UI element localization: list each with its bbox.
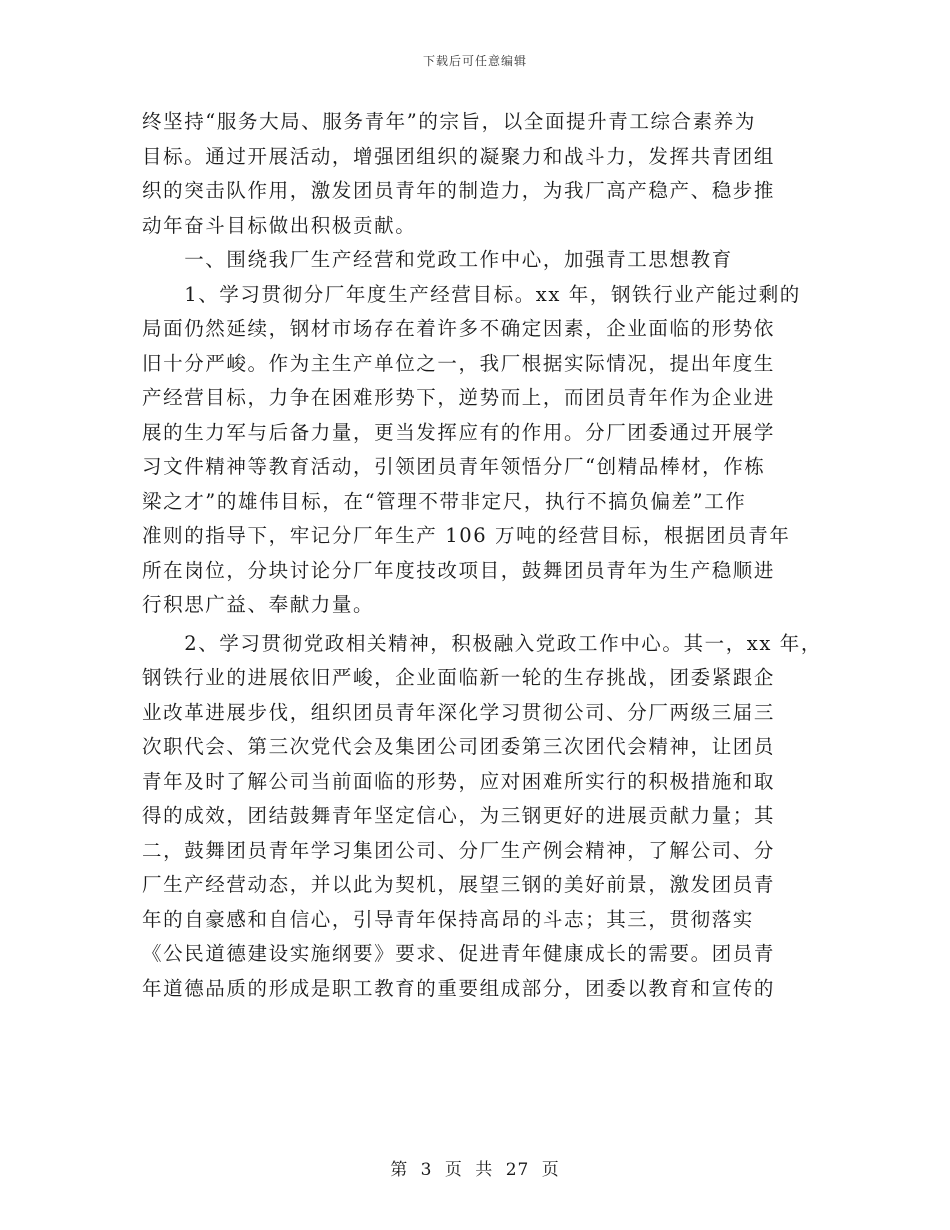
text-line: 青年及时了解公司当前面临的形势，应对困难所实行的积极措施和取 bbox=[142, 769, 776, 793]
page-number: 第 3 页 共 27 页 bbox=[390, 1160, 560, 1180]
text-line: 梁之才”的雄伟目标，在“管理不带非定尺，执行不搞负偏差”工作 bbox=[142, 489, 747, 513]
text-line: 目标。通过开展活动，增强团组织的凝聚力和战斗力，发挥共青团组 bbox=[142, 144, 776, 168]
text-line: 终坚持“服务大局、服务青年”的宗旨，以全面提升青工综合素养为 bbox=[142, 110, 756, 133]
text-line: 1、学习贯彻分厂年度生产经营目标。xx 年，钢铁行业产能过剩的 bbox=[142, 282, 801, 306]
document-body bbox=[142, 105, 832, 1006]
text-line: 动年奋斗目标做出积极贡献。 bbox=[142, 213, 417, 237]
text-line: 所在岗位，分块讨论分厂年度技改项目，鼓舞团员青年为生产稳顺进 bbox=[142, 558, 776, 582]
text-line: 展的生力军与后备力量，更当发挥应有的作用。分厂团委通过开展学 bbox=[142, 420, 776, 444]
text-line: 产经营目标，力争在困难形势下，逆势而上，而团员青年作为企业进 bbox=[142, 386, 776, 409]
text-line: 二，鼓舞团员青年学习集团公司、分厂生产例会精神，了解公司、分 bbox=[142, 838, 776, 862]
text-line: 次职代会、第三次党代会及集团公司团委第三次团代会精神，让团员 bbox=[142, 735, 776, 758]
text-line: 年道德品质的形成是职工教育的重要组成部分，团委以教育和宣传的 bbox=[142, 976, 776, 1000]
section-heading: 一、围绕我厂生产经营和党政工作中心，加强青工思想教育 bbox=[142, 248, 733, 271]
text-line: 2、学习贯彻党政相关精神，积极融入党政工作中心。其一，xx 年， bbox=[142, 631, 822, 655]
text-line: 《公民道德建设实施纲要》要求、促进青年健康成长的需要。团员青 bbox=[142, 942, 776, 965]
text-line: 局面仍然延续，钢材市场存在着许多不确定因素，企业面临的形势依 bbox=[142, 317, 776, 340]
text-line: 得的成效，团结鼓舞青年坚定信心，为三钢更好的进展贡献力量；其 bbox=[142, 804, 776, 827]
text-line: 旧十分严峻。作为主生产单位之一，我厂根据实际情况，提出年度生 bbox=[142, 351, 776, 375]
text-line: 行积思广益、奉献力量。 bbox=[142, 593, 375, 616]
text-line: 准则的指导下，牢记分厂年生产 106 万吨的经营目标，根据团员青年 bbox=[142, 524, 791, 547]
text-line: 厂生产经营动态，并以此为契机，展望三钢的美好前景，激发团员青 bbox=[142, 873, 776, 896]
text-line: 钢铁行业的进展依旧严峻，企业面临新一轮的生存挑战，团委紧跟企 bbox=[142, 666, 776, 689]
text-line: 织的突击队作用，激发团员青年的制造力，为我厂高产稳产、稳步推 bbox=[142, 179, 776, 202]
text-line: 业改革进展步伐，组织团员青年深化学习贯彻公司、分厂两级三届三 bbox=[142, 700, 776, 724]
text-line: 年的自豪感和自信心，引导青年保持高昂的斗志；其三，贯彻落实 bbox=[142, 907, 754, 931]
text-line: 习文件精神等教育活动，引领团员青年领悟分厂“创精品棒材，作栋 bbox=[142, 455, 766, 478]
page-header: 下载后可任意编辑 bbox=[422, 54, 527, 68]
